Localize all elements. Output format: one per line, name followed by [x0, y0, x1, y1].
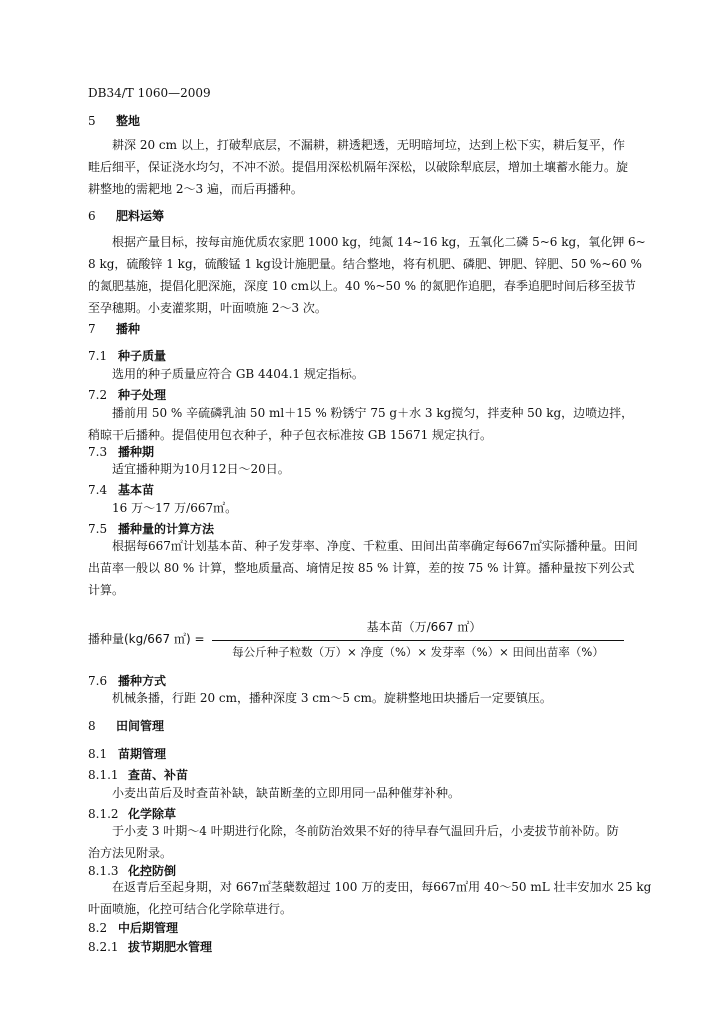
subsection-7-1-heading — [88, 347, 166, 364]
subsection-8-2-heading — [88, 919, 178, 936]
text-line: 耕深 20 cm 以上，打破犁底层，不漏耕，耕透耙透，无明暗坷垃，达到上松下实，耕后复平，作 — [112, 138, 625, 152]
section-title: 田间管理 — [116, 719, 165, 733]
text-line: 根据产量目标，按每亩施优质农家肥 1000 kg，纯氮 14~16 kg，五氧化二磷 5~6 kg，氧化钾 6~ — [112, 235, 646, 249]
text-line: 于小麦 3 叶期～4 叶期进行化除，冬前防治效果不好的待早春气温回升后，小麦拔节前补防。防 — [112, 824, 619, 838]
subsection-title: 播种方式 — [118, 674, 167, 688]
subsection-number: 7.5 — [88, 522, 108, 536]
section-number: 8 — [88, 719, 96, 733]
text-line: 小麦出苗后及时查苗补缺，缺苗断垄的立即用同一品种催芽补种。 — [112, 786, 461, 800]
subsection-number: 8.2.1 — [88, 940, 119, 954]
subsection-8-1-1-body — [88, 782, 660, 804]
subsection-number: 7.3 — [88, 445, 108, 459]
formula-denominator: 每公斤种子粒数（万）× 净度（%）× 发芽率（%）× 田间出苗率（%） — [232, 645, 604, 659]
text-line: 计算。 — [88, 583, 125, 597]
subsection-7-1-body — [88, 363, 660, 385]
text-line: 8 kg，硫酸锌 1 kg，硫酸锰 1 kg设计施肥量。结合整地，将有机肥、磷肥、钾肥、锌肥、50 %~60 % — [88, 257, 642, 271]
subsection-8-1-2-body — [88, 820, 660, 864]
subsection-7-2-body — [88, 402, 660, 446]
subsection-title: 播种量的计算方法 — [118, 522, 215, 536]
text-line: 叶面喷施，化控可结合化学除草进行。 — [88, 902, 293, 916]
text-line: 在返青后至起身期，对 667㎡茎蘖数超过 100 万的麦田，每667㎡用 40～50 mL 壮丰安加水 25 kg — [112, 880, 652, 894]
text-line: 耕整地的需耙地 2～3 遍，而后再播种。 — [88, 182, 303, 196]
section-number: 7 — [88, 322, 96, 336]
subsection-8-1-3-body — [88, 876, 660, 920]
subsection-7-4-heading — [88, 481, 154, 498]
fraction-bar — [212, 640, 624, 641]
subsection-8-2-1-heading — [88, 938, 212, 955]
section-number: 5 — [88, 114, 96, 128]
standard-number: DB34/T 1060—2009 — [88, 86, 211, 100]
seeding-rate-formula — [88, 616, 668, 666]
text-line: 16 万～17 万/667㎡。 — [112, 501, 238, 515]
formula-lhs: 播种量(kg/667 ㎡) = — [88, 632, 205, 646]
section-8-heading — [88, 717, 164, 734]
subsection-title: 中后期管理 — [118, 921, 179, 935]
section-5-body — [88, 134, 660, 200]
subsection-number: 8.1.3 — [88, 864, 119, 878]
subsection-number: 7.2 — [88, 388, 108, 402]
subsection-number: 8.1 — [88, 747, 108, 761]
subsection-title: 基本苗 — [118, 483, 155, 497]
text-line: 治方法见附录。 — [88, 846, 173, 860]
section-number: 6 — [88, 209, 96, 223]
section-6-body — [88, 231, 660, 319]
subsection-7-5-body — [88, 535, 660, 601]
text-line: 选用的种子质量应符合 GB 4404.1 规定指标。 — [112, 367, 364, 381]
subsection-title: 拔节期肥水管理 — [128, 940, 213, 954]
section-6-heading — [88, 207, 164, 224]
subsection-title: 种子质量 — [118, 349, 167, 363]
subsection-7-3-body — [88, 458, 660, 480]
subsection-7-4-body — [88, 497, 660, 519]
text-line: 的氮肥基施，提倡化肥深施，深度 10 cm以上。40 %~50 % 的氮肥作追肥，春季追肥时间后移至拔节 — [88, 279, 636, 293]
text-line: 播前用 50 % 辛硫磷乳油 50 ml＋15 % 粉锈宁 75 g＋水 3 kg搅匀，拌麦种 50 kg，边喷边拌， — [112, 406, 634, 420]
subsection-title: 种子处理 — [118, 388, 167, 402]
subsection-number: 7.6 — [88, 674, 108, 688]
text-line: 机械条播，行距 20 cm，播种深度 3 cm～5 cm。旋耕整地田块播后一定要镇压。 — [112, 691, 552, 705]
subsection-number: 8.2 — [88, 921, 108, 935]
section-7-heading — [88, 320, 140, 337]
text-line: 出苗率一般以 80 % 计算，整地质量高、墒情足按 85 % 计算，差的按 75 % 计算。播种量按下列公式 — [88, 561, 635, 575]
text-line: 至孕穗期。小麦灌浆期，叶面喷施 2～3 次。 — [88, 301, 327, 315]
subsection-title: 播种期 — [118, 445, 155, 459]
section-5-heading — [88, 112, 140, 129]
section-title: 肥料运筹 — [116, 209, 165, 223]
formula-numerator: 基本苗（万/667 ㎡） — [366, 620, 482, 634]
subsection-title: 苗期管理 — [118, 747, 167, 761]
subsection-title: 化控防倒 — [128, 864, 177, 878]
text-line: 根据每667㎡计划基本苗、种子发芽率、净度、千粒重、田间出苗率确定每667㎡实际播种量。田间 — [112, 539, 638, 553]
subsection-title: 查苗、补苗 — [128, 768, 189, 782]
text-line: 适宜播种期为10月12日～20日。 — [112, 462, 290, 476]
subsection-7-6-body — [88, 687, 660, 709]
subsection-number: 7.1 — [88, 349, 108, 363]
text-line: 畦后细平，保证浇水均匀，不冲不淤。提倡用深松机隔年深松，以破除犁底层，增加土壤蓄水能力。旋 — [88, 160, 629, 174]
subsection-number: 8.1.1 — [88, 768, 119, 782]
subsection-number: 7.4 — [88, 483, 108, 497]
subsection-number: 8.1.2 — [88, 807, 119, 821]
section-title: 整地 — [116, 114, 141, 128]
text-line: 稍晾干后播种。提倡使用包衣种子，种子包衣标准按 GB 15671 规定执行。 — [88, 428, 493, 442]
subsection-8-1-1-heading — [88, 766, 188, 783]
subsection-8-1-heading — [88, 745, 166, 762]
subsection-title: 化学除草 — [128, 807, 177, 821]
subsection-7-2-heading — [88, 386, 166, 403]
section-title: 播种 — [116, 322, 141, 336]
